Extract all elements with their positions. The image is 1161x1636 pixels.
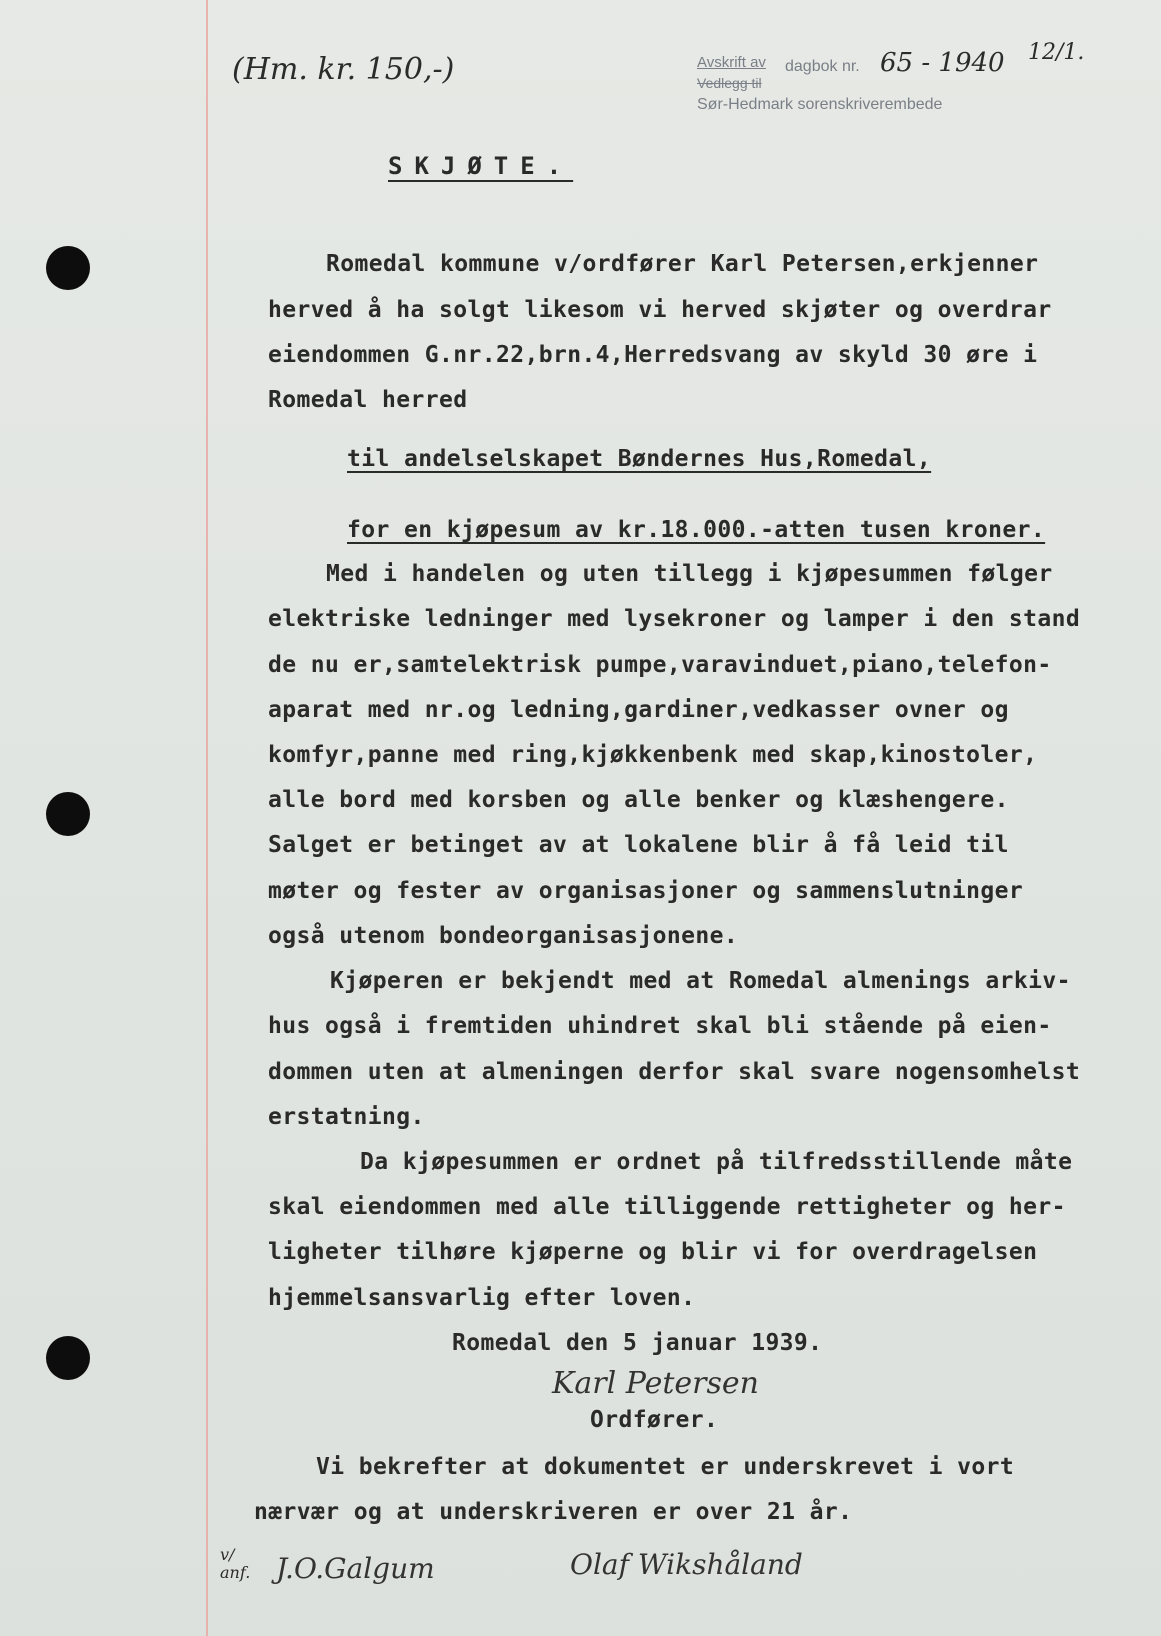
body-line: aparat med nr.og ledning,gardiner,vedkasser ovner og: [268, 697, 1009, 723]
body-line: Salget er betinget av at lokalene blir å få leid til: [268, 832, 1009, 858]
price-line: for en kjøpesum av kr.18.000.-atten tusen kroner.: [347, 517, 1046, 543]
body-line: nærvær og at underskriveren er over 21 år.: [254, 1499, 853, 1525]
witness-signature-2: Olaf Wikshåland: [570, 1548, 803, 1581]
body-line: skal eiendommen med alle tilliggende rettigheter og her-: [268, 1194, 1066, 1220]
stamp-line2: Vedlegg til: [697, 75, 762, 91]
stamp-line1-middle: dagbok nr.: [785, 58, 860, 75]
body-line: Romedal herred: [268, 387, 468, 413]
stamp-handwritten-date: 12/1.: [1028, 40, 1085, 65]
body-line: ligheter tilhøre kjøperne og blir vi for overdragelsen: [268, 1239, 1038, 1265]
margin-line: [206, 0, 208, 1636]
stamp-handwritten-number: 65 - 1940: [880, 48, 1005, 78]
body-line: møter og fester av organisasjoner og sammenslutninger: [268, 878, 1024, 904]
body-line: alle bord med korsben og alle benker og klæshengere.: [268, 787, 1009, 813]
body-line: Da kjøpesummen er ordnet på tilfredsstillende måte: [360, 1149, 1073, 1175]
witness-side-note: v/ anf.: [220, 1545, 251, 1582]
place-date-line: Romedal den 5 januar 1939.: [452, 1330, 823, 1356]
body-line: eiendommen G.nr.22,brn.4,Herredsvang av skyld 30 øre i: [268, 342, 1038, 368]
body-line: elektriske ledninger med lysekroner og lamper i den stand: [268, 606, 1081, 632]
body-line: dommen uten at almeningen derfor skal svare nogensomhelst: [268, 1059, 1081, 1085]
body-line: komfyr,panne med ring,kjøkkenbenk med skap,kinostoler,: [268, 742, 1038, 768]
witness-signature-1: J.O.Galgum: [276, 1552, 435, 1585]
body-line: også utenom bondeorganisasjonene.: [268, 923, 739, 949]
mayor-signature: Karl Petersen: [552, 1366, 759, 1401]
stamp-line1-prefix: Avskrift av: [697, 54, 766, 71]
stamp-line3: Sør-Hedmark sorenskriverembede: [697, 96, 943, 113]
body-line: hus også i fremtiden uhindret skal bli stående på eien-: [268, 1013, 1052, 1039]
punch-hole: [46, 246, 90, 290]
punch-hole: [46, 792, 90, 836]
mayor-title: Ordfører.: [590, 1407, 719, 1433]
body-line: Med i handelen og uten tillegg i kjøpesummen følger: [326, 561, 1053, 587]
body-line: hjemmelsansvarlig efter loven.: [268, 1285, 696, 1311]
body-line: erstatning.: [268, 1104, 425, 1130]
punch-hole: [46, 1336, 90, 1380]
body-line: de nu er,samtelektrisk pumpe,varavinduet,piano,telefon-: [268, 652, 1052, 678]
document-title: SKJØTE.: [388, 152, 574, 180]
margin-note: (Hm. kr. 150,-): [232, 52, 455, 87]
buyer-line: til andelselskapet Bøndernes Hus,Romedal,: [347, 446, 932, 472]
body-line: Romedal kommune v/ordfører Karl Petersen,erkjenner: [326, 251, 1039, 277]
body-line: herved å ha solgt likesom vi herved skjøter og overdrar: [268, 297, 1052, 323]
body-line: Kjøperen er bekjendt med at Romedal almenings arkiv-: [330, 968, 1071, 994]
body-line: Vi bekrefter at dokumentet er underskrevet i vort: [316, 1454, 1015, 1480]
